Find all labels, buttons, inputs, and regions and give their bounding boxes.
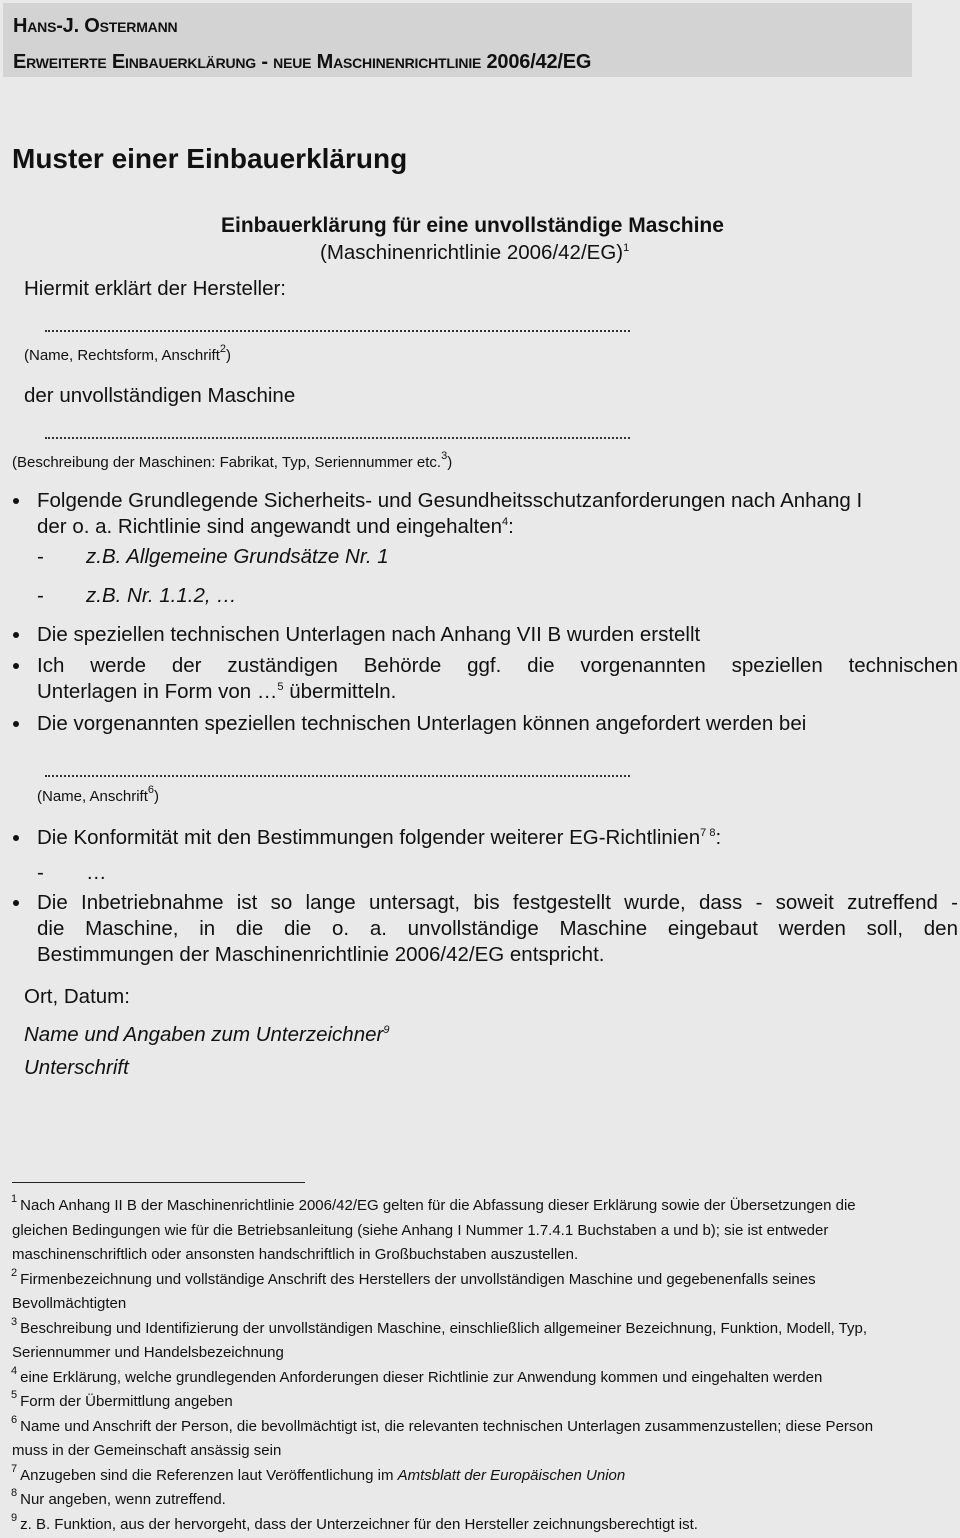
footnote-text: eine Erklärung, welche grundlegenden Anforderungen dieser Richtlinie zur Anwendung kommen und eingehalten werden bbox=[20, 1368, 823, 1386]
description-hint bbox=[12, 450, 453, 471]
footnote-ref: 1 bbox=[623, 242, 630, 254]
footnote-line bbox=[11, 1462, 626, 1484]
text: der o. a. Richtlinie sind angewandt und eingehalten bbox=[37, 515, 502, 538]
bullet-transmit-line2 bbox=[37, 680, 396, 704]
bullet-requirements-line2 bbox=[37, 515, 514, 539]
footnote-text: gleichen Bedingungen wie für die Betriebsanleitung (siehe Anhang I Nummer 1.7.4.1 Buchstaben a und b); sie ist entweder bbox=[12, 1221, 829, 1239]
declaration-heading: Einbauerklärung für eine unvollständige Maschine bbox=[221, 214, 724, 237]
intro-text: Hiermit erklärt der Hersteller: bbox=[24, 277, 286, 300]
bullet-icon bbox=[13, 663, 19, 669]
header-subtitle: Erweiterte Einbauerklärung - neue Maschinenrichtlinie 2006/42/EG bbox=[13, 51, 592, 73]
place-date-label: Ort, Datum: bbox=[24, 985, 130, 1008]
footnote-ref: 2 bbox=[219, 343, 227, 355]
footnote-text: Form der Übermittlung angeben bbox=[20, 1393, 233, 1410]
hint-end: ) bbox=[447, 454, 453, 471]
footnote-text: muss in der Gemeinschaft ansässig sein bbox=[12, 1442, 282, 1459]
sub-item-1: z.B. Allgemeine Grundsätze Nr. 1 bbox=[86, 545, 389, 568]
contact-blank[interactable] bbox=[45, 775, 630, 777]
manufacturer-blank[interactable] bbox=[45, 330, 630, 332]
bullet-commissioning-line2: die Maschine, in die die o. a. unvollständige Maschine eingebaut werden soll, den bbox=[37, 917, 958, 940]
footnote-line bbox=[11, 1315, 868, 1337]
author-name: Hans-J. Ostermann bbox=[13, 15, 178, 37]
bullet-transmit-line1: Ich werde der zuständigen Behörde ggf. die vorgenannten speziellen technischen bbox=[37, 654, 958, 677]
footnote-line bbox=[11, 1364, 823, 1386]
footnote-number: 5 bbox=[11, 1389, 18, 1401]
declaration-subheading bbox=[320, 241, 629, 265]
text-end: : bbox=[508, 515, 514, 538]
footnote-separator bbox=[12, 1182, 305, 1183]
footnote-text: Nur angeben, wenn zutreffend. bbox=[20, 1491, 226, 1508]
address-hint bbox=[37, 784, 159, 805]
footnote-line bbox=[12, 1246, 578, 1263]
footnote-line bbox=[11, 1266, 816, 1288]
page-title: Muster einer Einbauerklärung bbox=[12, 143, 408, 174]
footnote-number: 9 bbox=[11, 1511, 18, 1524]
footnote-number: 8 bbox=[11, 1487, 18, 1499]
bullet-icon bbox=[13, 900, 19, 906]
footnote-text: maschinenschriftlich oder ansonsten handschriftlich in Großbuchstaben auszustellen. bbox=[12, 1246, 579, 1263]
bullet-commissioning-line1: Die Inbetriebnahme ist so lange untersagt, bis festgestellt wurde, dass - soweit zutreffend - bbox=[37, 891, 958, 914]
bullet-documents: Die speziellen technischen Unterlagen nach Anhang VII B wurden erstellt bbox=[37, 623, 701, 646]
footnote-ref: 9 bbox=[383, 1024, 390, 1036]
footnote-number: 2 bbox=[11, 1266, 18, 1279]
subheading-text: (Maschinenrichtlinie 2006/42/EG) bbox=[320, 241, 624, 264]
hint-text: (Name, Rechtsform, Anschrift bbox=[24, 347, 220, 364]
footnote-number: 1 bbox=[11, 1193, 18, 1205]
footnote-number: 6 bbox=[11, 1413, 18, 1426]
footnote-line bbox=[11, 1193, 856, 1214]
sub-item-2: z.B. Nr. 1.1.2, … bbox=[86, 584, 237, 607]
footnote-ref: 6 bbox=[147, 784, 154, 796]
hint-text: (Beschreibung der Maschinen: Fabrikat, Typ, Seriennummer etc. bbox=[12, 454, 442, 471]
text-end: übermitteln. bbox=[283, 680, 397, 703]
footnote-line bbox=[12, 1295, 126, 1312]
footnote-line bbox=[12, 1344, 284, 1361]
footnote-text: Beschreibung und Identifizierung der unvollständigen Maschine, einschließlich allgemeiner Bezeichnung, Funktion, Modell, Typ, bbox=[20, 1319, 868, 1337]
machine-label: der unvollständigen Maschine bbox=[24, 384, 296, 407]
hint-end: ) bbox=[154, 788, 159, 805]
footnote-number: 4 bbox=[11, 1364, 18, 1377]
signer-label bbox=[24, 1023, 389, 1047]
footnote-ref: 3 bbox=[441, 450, 448, 462]
bullet-icon bbox=[13, 721, 19, 727]
footnote-line bbox=[11, 1487, 226, 1508]
footnote-text: Nach Anhang II B der Maschinenrichtlinie 2006/42/EG gelten für die Abfassung dieser Erklärung sowie der Übersetzungen die bbox=[20, 1197, 856, 1214]
hint-text: (Name, Anschrift bbox=[37, 788, 148, 805]
dash: - bbox=[37, 545, 44, 568]
document-header bbox=[3, 3, 912, 77]
footnote-ref: 7 8 bbox=[700, 827, 716, 839]
name-hint bbox=[24, 343, 232, 364]
footnote-text: z. B. Funktion, aus der hervorgeht, dass der Unterzeichner für den Hersteller zeichnungsberechtigt ist. bbox=[20, 1515, 698, 1533]
bullet-requirements-line1: Folgende Grundlegende Sicherheits- und Gesundheitsschutzanforderungen nach Anhang I bbox=[37, 489, 863, 512]
footnote-ref: 4 bbox=[502, 516, 509, 528]
footnote-line bbox=[11, 1413, 874, 1435]
text: Unterlagen in Form von … bbox=[37, 680, 278, 703]
footnote-text: Firmenbezeichnung und vollständige Anschrift des Herstellers der unvollständigen Maschine und gegebenenfalls seines bbox=[20, 1270, 816, 1288]
footnote-ref: 5 bbox=[277, 681, 284, 693]
bullet-request: Die vorgenannten speziellen technischen Unterlagen können angefordert werden bei bbox=[37, 712, 807, 735]
footnote-italic: Amtsblatt der Europäischen Union bbox=[397, 1466, 626, 1484]
footnote-number: 3 bbox=[11, 1315, 18, 1328]
footnote-line bbox=[12, 1222, 828, 1239]
machine-blank[interactable] bbox=[45, 437, 630, 439]
bullet-icon bbox=[13, 498, 19, 504]
footnote-line bbox=[11, 1511, 698, 1533]
bullet-conformity bbox=[37, 826, 721, 850]
footnote-text: Bevollmächtigten bbox=[12, 1295, 127, 1312]
footnote-number: 7 bbox=[11, 1462, 18, 1475]
footnote-line bbox=[11, 1389, 233, 1410]
footnote-text: Seriennummer und Handelsbezeichnung bbox=[12, 1344, 284, 1361]
dash: - bbox=[37, 861, 44, 884]
footnote-line bbox=[12, 1442, 281, 1459]
text: Name und Angaben zum Unterzeichner bbox=[24, 1023, 384, 1046]
conformity-item: … bbox=[86, 861, 107, 884]
footnote-text: Anzugeben sind die Referenzen laut Veröffentlichung im bbox=[20, 1466, 398, 1484]
text: Die Konformität mit den Bestimmungen folgender weiterer EG-Richtlinien bbox=[37, 826, 701, 849]
dash: - bbox=[37, 584, 44, 607]
hint-end: ) bbox=[226, 347, 232, 364]
text-end: : bbox=[715, 826, 722, 849]
signature-label: Unterschrift bbox=[24, 1056, 129, 1079]
bullet-commissioning-line3: Bestimmungen der Maschinenrichtlinie 2006/42/EG entspricht. bbox=[37, 943, 605, 966]
bullet-icon bbox=[13, 835, 19, 841]
footnote-text: Name und Anschrift der Person, die bevollmächtigt ist, die relevanten technischen Unterlagen zusammenzustellen; diese Person bbox=[20, 1417, 874, 1435]
bullet-icon bbox=[13, 632, 19, 638]
